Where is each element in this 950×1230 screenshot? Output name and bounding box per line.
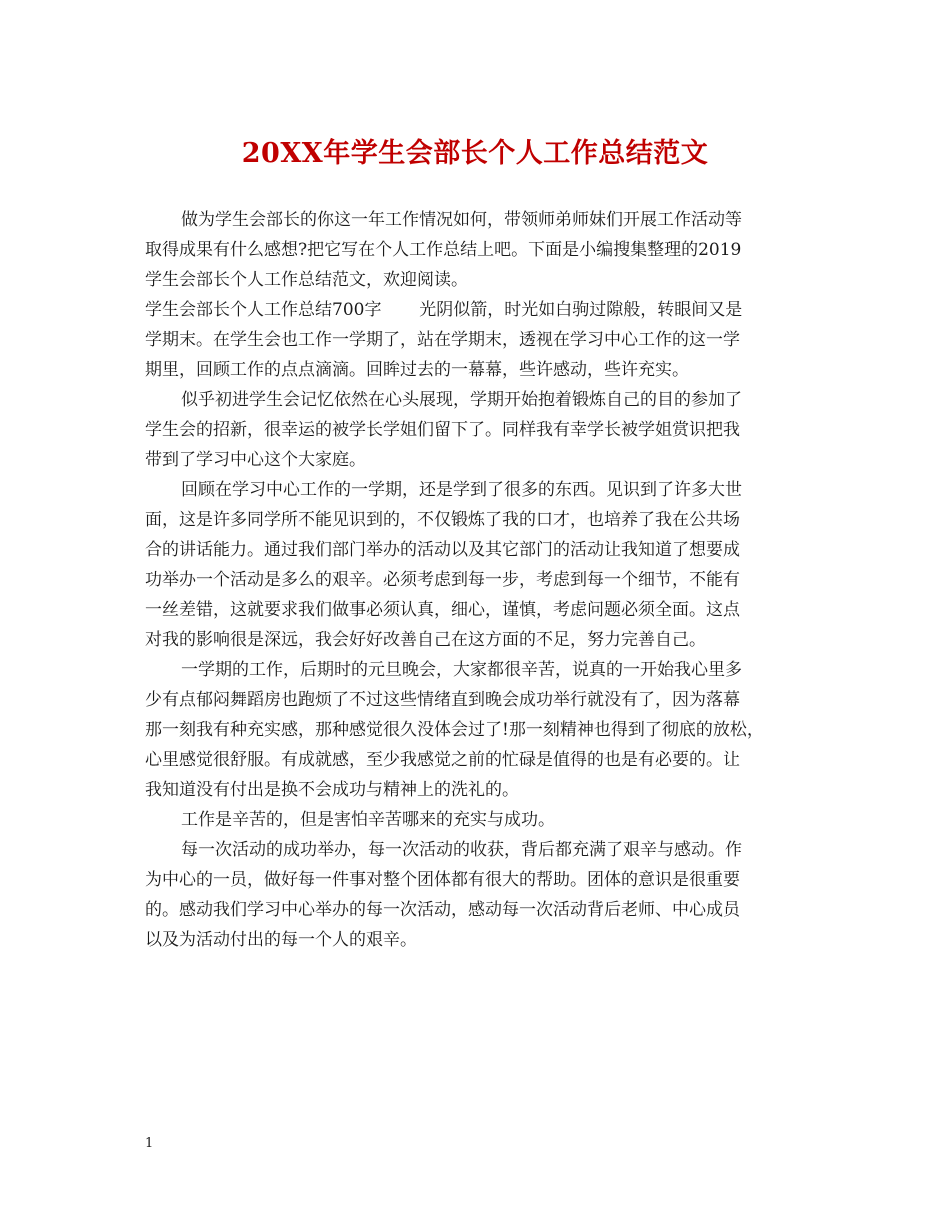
text-line: 取得成果有什么感想?把它写在个人工作总结上吧。下面是小编搜集整理的2019 bbox=[145, 240, 742, 260]
document-title: 20XX年学生会部长个人工作总结范文 bbox=[241, 138, 709, 169]
text-line: 学生会的招新，很幸运的被学长学姐们留下了。同样我有幸学长被学姐赏识把我 bbox=[145, 420, 740, 440]
text-line: 为中心的一员，做好每一件事对整个团体都有很大的帮助。团体的意识是很重要 bbox=[145, 870, 740, 890]
text-line: 带到了学习中心这个大家庭。 bbox=[145, 450, 366, 470]
text-line: 做为学生会部长的你这一年工作情况如何，带领师弟师妹们开展工作活动等 bbox=[181, 210, 742, 230]
text-line: 每一次活动的成功举办，每一次活动的收获，背后都充满了艰辛与感动。作 bbox=[181, 840, 742, 860]
text-line: 似乎初进学生会记忆依然在心头展现，学期开始抱着锻炼自己的目的参加了 bbox=[181, 390, 742, 410]
text-line: 对我的影响很是深远，我会好好改善自己在这方面的不足，努力完善自己。 bbox=[145, 630, 706, 650]
text-line: 那一刻我有种充实感，那种感觉很久没体会过了!那一刻精神也得到了彻底的放松， bbox=[145, 720, 764, 740]
text-line: 期里，回顾工作的点点滴滴。回眸过去的一幕幕，些许感动，些许充实。 bbox=[145, 360, 689, 380]
text-line: 少有点郁闷舞蹈房也跑烦了不过这些情绪直到晚会成功举行就没有了，因为落幕 bbox=[145, 690, 740, 710]
text-line: 合的讲话能力。通过我们部门举办的活动以及其它部门的活动让我知道了想要成 bbox=[145, 540, 740, 560]
text-line: 工作是辛苦的，但是害怕辛苦哪来的充实与成功。 bbox=[181, 810, 555, 830]
text-line: 以及为活动付出的每一个人的艰辛。 bbox=[145, 930, 417, 950]
text-line: 学生会部长个人工作总结范文，欢迎阅读。 bbox=[145, 270, 468, 290]
text-line: 回顾在学习中心工作的一学期，还是学到了很多的东西。见识到了许多大世 bbox=[181, 480, 742, 500]
text-line: 我知道没有付出是换不会成功与精神上的洗礼的。 bbox=[145, 780, 519, 800]
text-line: 学期末。在学生会也工作一学期了，站在学期末，透视在学习中心工作的这一学 bbox=[145, 330, 740, 350]
text-line: 功举办一个活动是多么的艰辛。必须考虑到每一步，考虑到每一个细节，不能有 bbox=[145, 570, 740, 590]
text-line: 一学期的工作，后期时的元旦晚会，大家都很辛苦，说真的一开始我心里多 bbox=[181, 660, 742, 680]
document-body bbox=[145, 205, 815, 955]
text-line: 心里感觉很舒服。有成就感，至少我感觉之前的忙碌是值得的也是有必要的。让 bbox=[145, 750, 740, 770]
text-line: 学生会部长个人工作总结700字 光阴似箭，时光如白驹过隙般，转眼间又是 bbox=[145, 300, 743, 320]
page-number: 1 bbox=[145, 1136, 154, 1151]
text-line: 面，这是许多同学所不能见识到的，不仅锻炼了我的口才，也培养了我在公共场 bbox=[145, 510, 740, 530]
text-line: 的。感动我们学习中心举办的每一次活动，感动每一次活动背后老师、中心成员 bbox=[145, 900, 740, 920]
text-line: 一丝差错，这就要求我们做事必须认真，细心，谨慎，考虑问题必须全面。这点 bbox=[145, 600, 740, 620]
